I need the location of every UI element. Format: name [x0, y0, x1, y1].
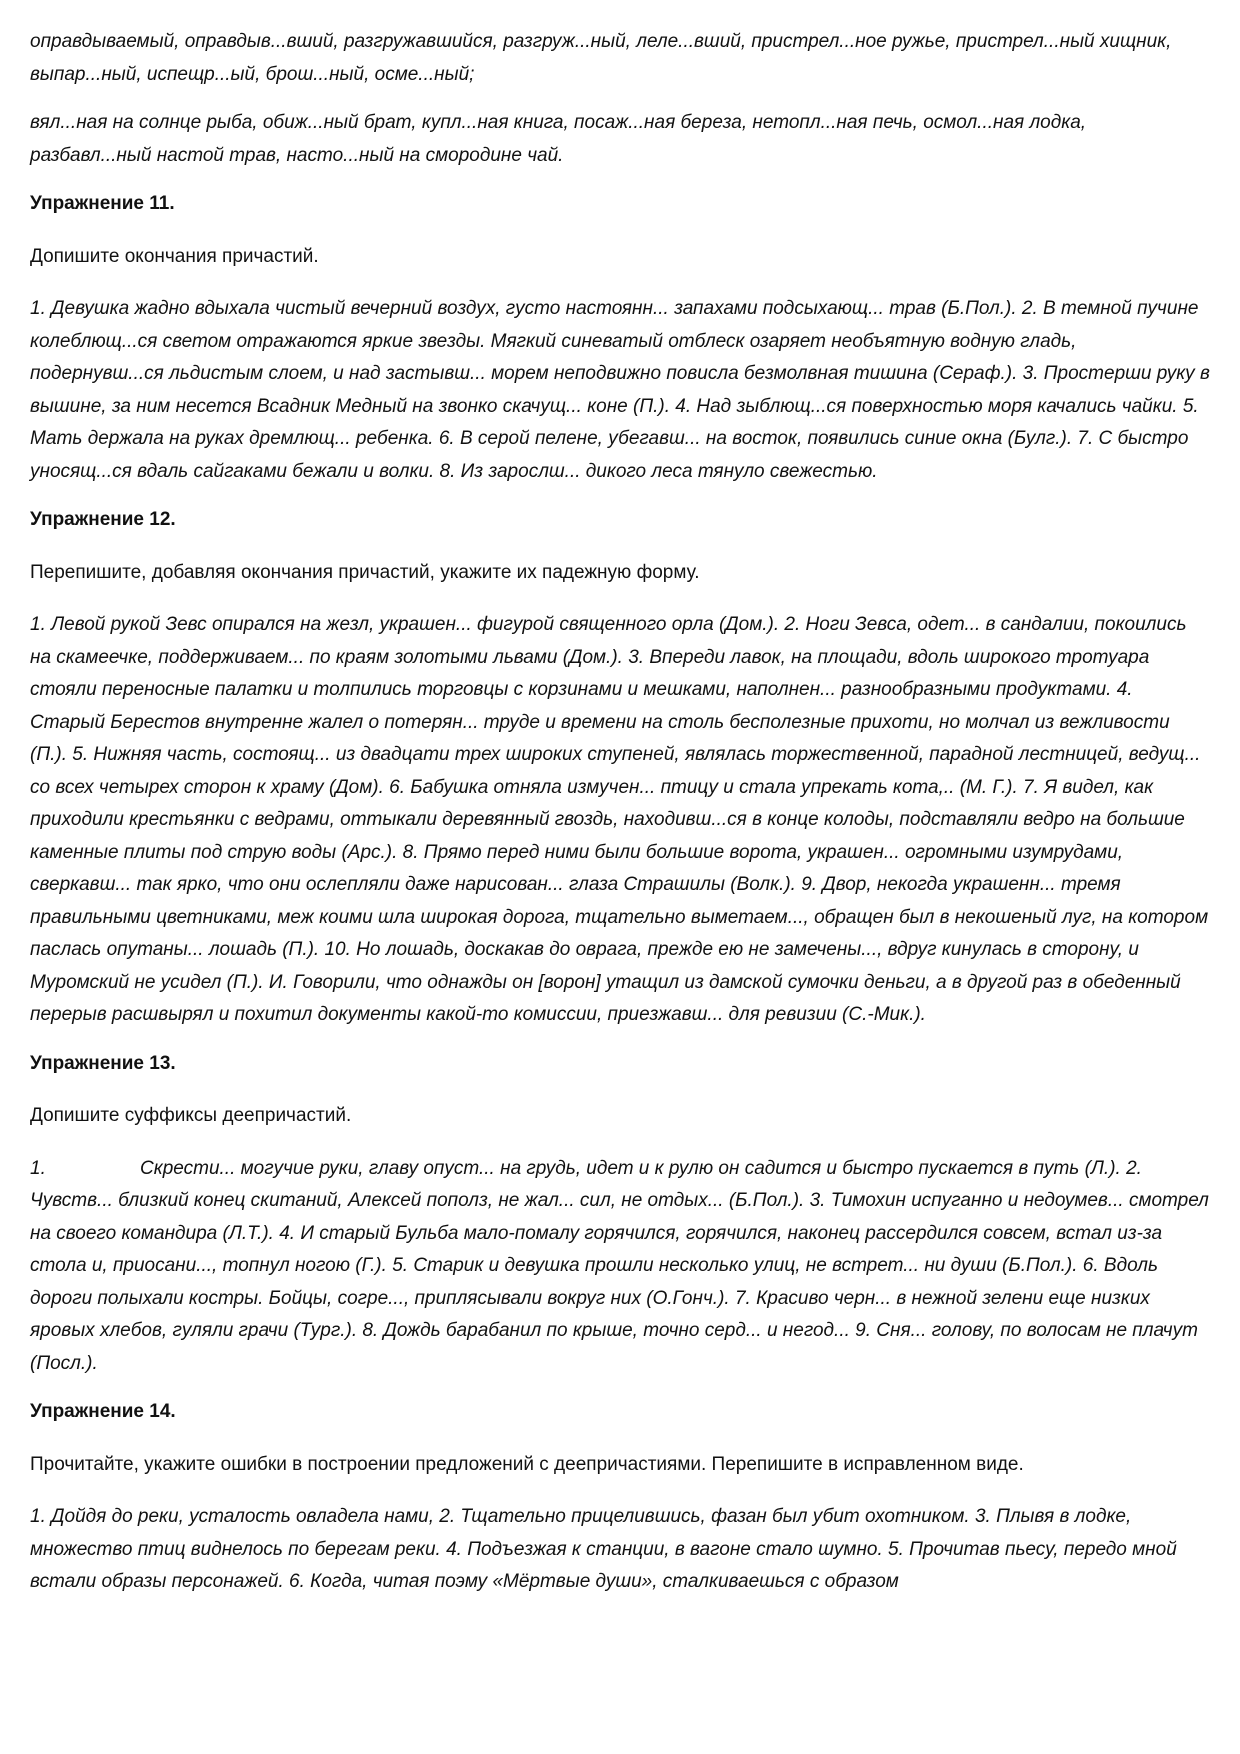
- exercise-11-text: 1. Девушка жадно вдыхала чистый вечерний воздух, густо настоянн... запахами подсыхающ... трав (Б.Пол.). 2. В темной пучине колеблющ...ся светом отражаются яркие звезды. Мягкий синеватый отблеск озаряет необъятную водную гладь, подернувш...ся льдистым слоем, и над застывш... морем неподвижно повисла безмолвная тишина (Сераф.). 3. Простерши руку в вышине, за ним несется Всадник Медный на звонко скачущ... коне (П.). 4. Над зыблющ...ся поверхностью моря качались чайки. 5. Мать держала на руках дремлющ... ребенка. 6. В серой пелене, убегавш... на восток, появились синие окна (Булг.). 7. С быстро уносящ...ся вдаль сайгаками бежали и волки. 8. Из зарослш... дикого леса тянуло свежестью.: [30, 298, 1210, 482]
- exercise-11-task: Допишите окончания причастий.: [30, 245, 319, 267]
- exercise-12-task: Перепишите, добавляя окончания причастий, укажите их падежную форму.: [30, 561, 700, 583]
- exercise-13-task: Допишите суффиксы деепричастий.: [30, 1105, 352, 1126]
- exercise-14-text: 1. Дойдя до реки, усталость овладела нами, 2. Тщательно прицелившись, фазан был убит охотником. 3. Плывя в лодке, множество птиц виднелось по берегам реки. 4. Подъезжая к станции, в вагоне стало шумно. 5. Прочитав пьесу, передо мной встали образы персонажей. 6. Когда, читая поэму «Мёртвые души», сталкиваешься с образом: [30, 1506, 1177, 1592]
- exercise-13-text: [30, 1153, 1210, 1381]
- exercise-13-heading: Упражнение 13.: [30, 1052, 176, 1074]
- exercise-14-task: Прочитайте, укажите ошибки в построении предложений с деепричастиями. Перепишите в исправленном виде.: [30, 1453, 1024, 1475]
- exercise-14-heading: Упражнение 14.: [30, 1401, 176, 1422]
- exercise-12-text: 1. Левой рукой Зевс опирался на жезл, украшен... фигурой священного орла (Дом.). 2. Ноги Зевса, одет... в сандалии, покоились на скамеечке, поддерживаем... по краям золотыми львами (Дом.). 3. Впереди лавок, на площади, вдоль широкого тротуара стояли переносные палатки и толпились торговцы с корзинами и мешками, наполнен... разнообразными продуктами. 4. Старый Берестов внутренне жалел о потерян... труде и времени на столь бесполезные прихоти, но молчал из вежливости (П.). 5. Нижняя часть, состоящ... из двадцати трех широких ступеней, являлась торжественной, парадной лестницей, ведущ... со всех четырех сторон к храму (Дом). 6. Бабушка отняла измучен... птицу и стала упрекать кота,.. (М. Г.). 7. Я видел, как приходили крестьянки с ведрами, оттыкали деревянный гвоздь, находивш...ся в конце колоды, подставляли ведро на большие каменные плиты под струю воды (Арс.). 8. Прямо перед ними были большие ворота, украшен... огромными изумрудами, сверкавш... так ярко, что они ослепляли даже нарисован... глаза Страшилы (Волк.). 9. Двор, некогда украшенн... тремя правильными цветниками, меж коими шла широкая дорога, тщательно выметаем..., обращен был в некошеный луг, на котором паслась опутаны... лошадь (П.). 10. Но лошадь, доскакав до оврага, прежде ею не замечены..., вдруг кинулась в сторону, и Муромский не усидел (П.). И. Говорили, что однажды он [ворон] утащил из дамской сумочки деньги, а в другой раз в обеденный перерыв расшвырял и похитил документы какой-то комиссии, приезжавш... для ревизии (С.-Мик.).: [30, 614, 1209, 1025]
- exercise-11-heading: Упражнение 11.: [30, 193, 175, 214]
- exercise-13-body: Скрести... могучие руки, главу опуст... на грудь, идет и к рулю он садится и быстро пускается в путь (Л.). 2. Чувств... близкий конец скитаний, Алексей пополз, не жал... сил, не отдых... (Б.Пол.). 3. Тимохин испуганно и недоумев... смотрел на своего командира (Л.Т.). 4. И старый Бульба мало-помалу горячился, горячился, наконец рассердился совсем, встал из-за стола и, приосани..., топнул ногою (Г.). 5. Старик и девушка прошли несколько улиц, не встрет... ни души (Б.Пол.). 6. Вдоль дороги полыхали костры. Бойцы, согре..., приплясывали вокруг них (О.Гонч.). 7. Красиво черн... в нежной зелени еще низких яровых хлебов, гуляли грачи (Тург.). 8. Дождь барабанил по крыше, точно серд... и негод... 9. Сня... голову, по волосам не плачут (Посл.).: [30, 1157, 1209, 1374]
- word-list-paragraph-2: вял...ная на солнце рыба, обиж...ный брат, купл...ная книга, посаж...ная береза, нетопл...ная печь, осмол...ная лодка, разбавл...ный настой трав, насто...ный на смородине чай.: [30, 112, 1087, 166]
- exercise-13-item-number: 1.: [30, 1157, 46, 1179]
- exercise-12-heading: Упражнение 12.: [30, 509, 176, 530]
- word-list-paragraph-1: оправдываемый, оправдыв...вший, разгружавшийся, разгруж...ный, леле...вший, пристрел...ное ружье, пристрел...ный хищник, выпар...ный, испещр...ый, брош...ный, осме...ный;: [30, 31, 1172, 85]
